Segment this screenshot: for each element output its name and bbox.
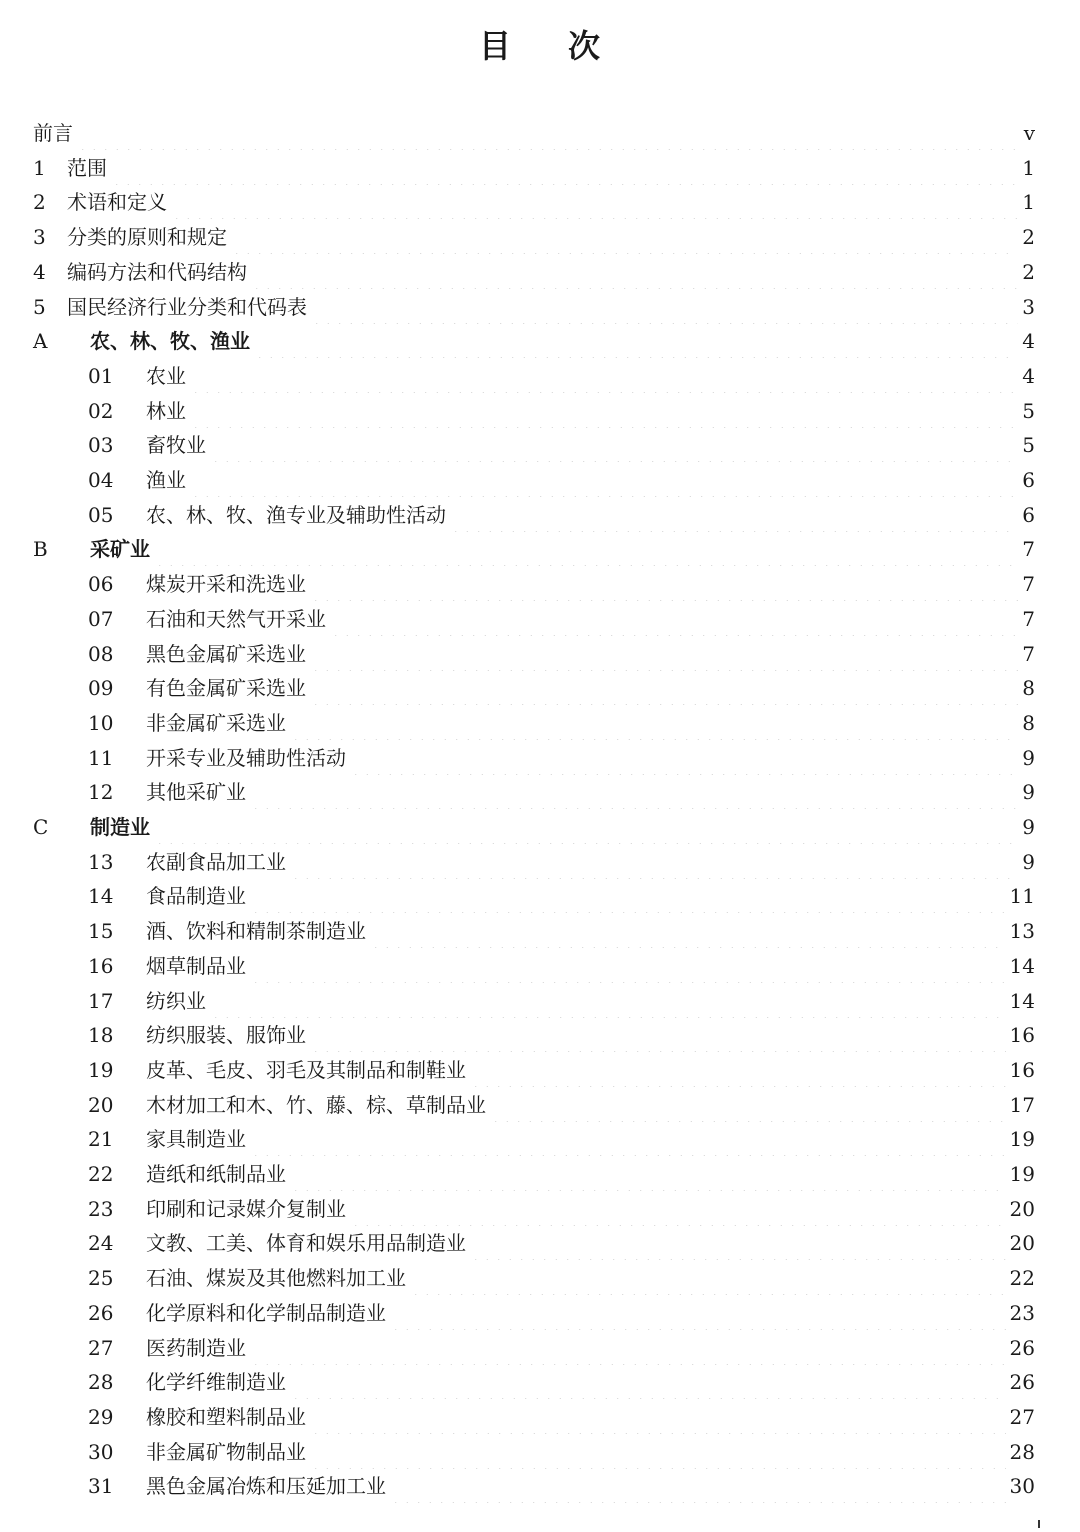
toc-entry-number: 04 [88,468,114,492]
toc-entry-number: 05 [88,502,114,527]
toc-entry-division[interactable] [88,602,1035,636]
toc-entry-division[interactable] [88,1088,1035,1122]
toc-entry-page-number: 30 [1009,1474,1035,1499]
toc-entry-page-number: 19 [1009,1127,1035,1152]
toc-entry-division[interactable] [88,1122,1035,1156]
toc-dot-leader [231,220,1018,254]
toc-entry-page-number: 16 [1009,1057,1035,1082]
toc-entry-division[interactable] [88,1365,1035,1399]
toc-entry-division[interactable] [88,1018,1035,1052]
toc-dot-leader [290,845,1018,879]
toc-dot-leader [311,290,1018,324]
toc-entry-page-number: 14 [1009,953,1035,978]
toc-entry-label: 范围 [67,155,107,180]
toc-entry-number: 30 [88,1439,114,1464]
toc-entry-label: 化学原料和化学制品制造业 [146,1300,386,1325]
toc-dot-leader [310,1435,1006,1469]
toc-dot-leader [154,532,1018,566]
toc-entry-label: 黑色金属冶炼和压延加工业 [146,1474,386,1499]
toc-entry-division[interactable] [88,984,1035,1018]
toc-entry-number: 15 [88,919,114,944]
toc-entry-page-number: 22 [1009,1266,1035,1291]
toc-entry-label: 非金属矿采选业 [146,710,286,735]
toc-dot-leader [250,1331,1006,1365]
toc-dot-leader [250,949,1006,983]
toc-entry-number: 27 [88,1335,114,1360]
toc-entry-page-number: 3 [1022,294,1035,319]
toc-entry-label: 有色金属矿采选业 [146,676,306,701]
toc-dot-leader [490,1088,1006,1122]
toc-dot-leader [350,741,1018,775]
toc-entry-label: 术语和定义 [67,190,167,215]
toc-entry-page-number: 14 [1009,988,1035,1013]
toc-entry-section[interactable] [33,324,1035,358]
toc-entry-section[interactable] [33,532,1035,566]
toc-entry-label: 文教、工美、体育和娱乐用品制造业 [146,1231,466,1256]
toc-entry-page-number: v [1023,121,1035,145]
toc-entry-page-number: 7 [1022,641,1035,666]
toc-entry-label: 烟草制品业 [146,953,246,978]
toc-entry-page-number: 8 [1022,710,1035,735]
toc-entry-division[interactable] [88,1053,1035,1087]
toc-dot-leader [250,1122,1006,1156]
toc-entry-label: 酒、饮料和精制茶制造业 [146,919,366,944]
toc-entry-division[interactable] [88,637,1035,671]
toc-entry-label: 其他采矿业 [146,780,246,805]
toc-dot-leader [254,324,1018,358]
toc-dot-leader [390,1296,1006,1330]
toc-entry-page-number: 5 [1022,398,1035,423]
toc-entry-page-number: 7 [1022,537,1035,562]
toc-entry-label: 畜牧业 [146,433,206,458]
toc-entry-page-number: 27 [1009,1404,1035,1429]
toc-dot-leader [310,567,1018,601]
toc-entry-number: 25 [88,1266,114,1291]
toc-entry-label: 国民经济行业分类和代码表 [67,294,307,319]
toc-entry-division[interactable] [88,1296,1035,1330]
toc-entry-page-number: 7 [1022,606,1035,631]
toc-entry-label: 造纸和纸制品业 [146,1162,286,1186]
toc-entry-division[interactable] [88,949,1035,983]
toc-entry-label: 煤炭开采和洗选业 [146,572,306,597]
toc-entry-division[interactable] [88,1435,1035,1469]
toc-entry-division[interactable] [88,498,1035,532]
toc-entry-number: 26 [88,1300,114,1325]
toc-entry-number: 16 [88,953,114,978]
toc-entry-division[interactable] [88,1226,1035,1260]
toc-dot-leader [310,1400,1006,1434]
toc-entry-number: 21 [88,1127,114,1152]
toc-entry-label: 农、林、牧、渔业 [90,329,250,354]
toc-entry-number: 29 [88,1404,114,1429]
toc-dot-leader [190,394,1018,428]
toc-entry-plain[interactable] [33,290,1035,324]
toc-dot-leader [310,637,1018,671]
toc-dot-leader [171,185,1018,219]
toc-entry-number: 3 [33,225,46,250]
toc-entry-page-number: 5 [1022,433,1035,458]
toc-entry-number: B [33,537,48,562]
toc-entry-plain[interactable] [33,185,1035,219]
toc-entry-number: 12 [88,780,114,805]
toc-entry-label: 农业 [146,363,186,388]
toc-entry-number: 09 [88,676,114,701]
toc-entry-page-number: 13 [1009,919,1035,944]
toc-entry-plain[interactable] [33,151,1035,185]
toc-entry-number: 02 [88,398,114,423]
toc-entry-label: 医药制造业 [146,1335,246,1360]
toc-entry-page-number: 4 [1022,329,1035,354]
toc-entry-division[interactable] [88,741,1035,775]
page-corner-mark [1038,1520,1040,1528]
toc-entry-number: A [33,329,48,354]
toc-entry-page-number: 26 [1009,1370,1035,1395]
toc-entry-number: 13 [88,849,114,874]
toc-entry-label: 制造业 [90,815,150,839]
toc-entry-number: 1 [33,155,46,180]
toc-entry-page-number: 19 [1009,1162,1035,1186]
toc-entry-plain[interactable] [33,255,1035,289]
toc-entry-page-number: 8 [1022,676,1035,701]
toc-entry-number: 24 [88,1231,114,1256]
toc-entry-number: 10 [88,710,114,735]
toc-entry-label: 黑色金属矿采选业 [146,641,306,666]
page-title [0,24,1080,68]
toc-entry-label: 前言 [33,121,73,145]
toc-entry-division[interactable] [88,879,1035,913]
toc-entry-page-number: 2 [1022,225,1035,250]
toc-entry-label: 分类的原则和规定 [67,225,227,250]
toc-entry-page-number: 6 [1022,502,1035,527]
toc-entry-page-number: 1 [1022,155,1035,180]
toc-entry-plain[interactable] [33,220,1035,254]
toc-dot-leader [111,151,1018,185]
toc-entry-number: 5 [33,294,46,319]
toc-entry-label: 石油和天然气开采业 [146,606,326,631]
toc-entry-number: 20 [88,1092,114,1117]
toc-dot-leader [330,602,1018,636]
toc-dot-leader [190,359,1018,393]
toc-entry-page-number: 9 [1022,745,1035,770]
toc-entry-label: 编码方法和代码结构 [67,259,247,284]
toc-entry-label: 家具制造业 [146,1127,246,1152]
toc-entry-page-number: 17 [1009,1092,1035,1117]
toc-entry-label: 食品制造业 [146,884,246,909]
toc-entry-number: 22 [88,1162,114,1186]
toc-entry-division[interactable] [88,706,1035,740]
toc-entry-division[interactable] [88,1400,1035,1434]
toc-entry-division[interactable] [88,359,1035,393]
toc-entry-page-number: 26 [1009,1335,1035,1360]
toc-entry-page-number: 9 [1022,849,1035,874]
toc-entry-label: 农副食品加工业 [146,849,286,874]
toc-dot-leader [290,1365,1006,1399]
toc-entry-number: 07 [88,606,114,631]
toc-entry-number: 23 [88,1196,114,1221]
toc-entry-page-number: 9 [1022,815,1035,839]
toc-entry-page-number: 6 [1022,468,1035,492]
toc-entry-division[interactable] [88,1469,1035,1503]
toc-entry-label: 农、林、牧、渔专业及辅助性活动 [146,502,446,527]
toc-entry-division[interactable] [88,463,1035,497]
toc-dot-leader [470,1053,1006,1087]
toc-entry-label: 纺织业 [146,988,206,1013]
toc-entry-division[interactable] [88,567,1035,601]
toc-entry-label: 化学纤维制造业 [146,1370,286,1395]
toc-dot-leader [410,1261,1006,1295]
toc-dot-leader [310,671,1018,705]
toc-entry-number: C [33,815,49,839]
toc-dot-leader [310,1018,1006,1052]
toc-entry-number: 11 [88,745,114,770]
toc-entry-division[interactable] [88,845,1035,879]
toc-entry-number: 31 [88,1474,114,1499]
toc-entry-number: 19 [88,1057,114,1082]
toc-entry-section[interactable] [33,810,1035,844]
toc-entry-label: 皮革、毛皮、羽毛及其制品和制鞋业 [146,1057,466,1082]
toc-dot-leader [290,706,1018,740]
toc-entry-division[interactable] [88,1157,1035,1191]
toc-entry-number: 17 [88,988,114,1013]
toc-entry-label: 木材加工和木、竹、藤、棕、草制品业 [146,1092,486,1117]
toc-entry-page-number: 20 [1009,1231,1035,1256]
toc-dot-leader [210,428,1018,462]
toc-entry-division[interactable] [88,428,1035,462]
toc-entry-label: 非金属矿物制品业 [146,1439,306,1464]
toc-entry-number: 06 [88,572,114,597]
toc-entry-number: 08 [88,641,114,666]
page-title-char-2: 次 [568,27,602,65]
toc-entry-number: 4 [33,259,46,284]
toc-entry-page-number: 28 [1009,1439,1035,1464]
toc-entry-page-number: 2 [1022,259,1035,284]
toc-dot-leader [251,255,1018,289]
toc-dot-leader [250,775,1018,809]
toc-dot-leader [350,1192,1006,1226]
toc-dot-leader [210,984,1006,1018]
toc-entry-page-number: 1 [1022,190,1035,215]
toc-entry-page-number: 4 [1022,363,1035,388]
toc-entry-division[interactable] [88,1261,1035,1295]
toc-dot-leader [470,1226,1006,1260]
toc-entry-division[interactable] [88,671,1035,705]
toc-entry-page-number: 16 [1009,1023,1035,1048]
toc-entry-label: 纺织服装、服饰业 [146,1023,306,1048]
toc-entry-division[interactable] [88,394,1035,428]
toc-dot-leader [250,879,1006,913]
toc-dot-leader [370,914,1006,948]
toc-dot-leader [390,1469,1006,1503]
toc-entry-label: 渔业 [146,468,186,492]
toc-entry-label: 林业 [146,398,186,423]
toc-entry-number: 03 [88,433,114,458]
toc-entry-label: 印刷和记录媒介复制业 [146,1196,346,1221]
page-title-char-1: 目 [478,27,512,65]
toc-entry-label: 橡胶和塑料制品业 [146,1404,306,1429]
toc-entry-division[interactable] [88,1192,1035,1226]
toc-entry-number: 28 [88,1370,114,1395]
toc-dot-leader [77,116,1020,150]
toc-entry-division[interactable] [88,914,1035,948]
toc-dot-leader [190,463,1018,497]
toc-entry-number: 01 [88,363,114,388]
toc-entry-page-number: 7 [1022,572,1035,597]
toc-entry-page-number: 11 [1009,884,1035,909]
toc-dot-leader [290,1157,1006,1191]
toc-entry-number: 2 [33,190,46,215]
toc-entry-label: 开采专业及辅助性活动 [146,745,346,770]
toc-entry-label: 石油、煤炭及其他燃料加工业 [146,1266,406,1291]
toc-entry-label: 采矿业 [90,537,150,562]
toc-entry-number: 18 [88,1023,114,1048]
toc-entry-plain[interactable] [33,116,1035,150]
toc-entry-division[interactable] [88,775,1035,809]
toc-entry-page-number: 20 [1009,1196,1035,1221]
toc-entry-page-number: 9 [1022,780,1035,805]
toc-entry-number: 14 [88,884,114,909]
toc-entry-page-number: 23 [1009,1300,1035,1325]
toc-dot-leader [450,498,1018,532]
toc-entry-division[interactable] [88,1331,1035,1365]
toc-dot-leader [154,810,1018,844]
